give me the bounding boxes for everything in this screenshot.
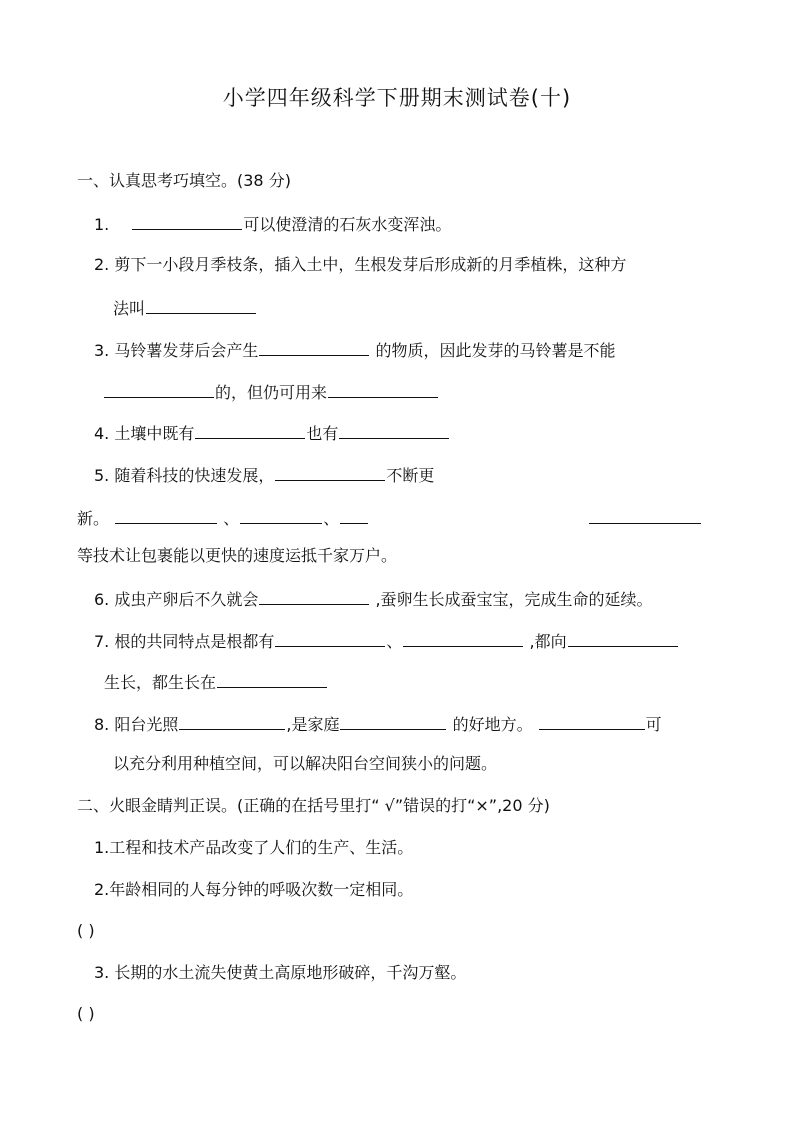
question-text: 以充分利用种植空间，可以解决阳台空间狭小的问题。 (113, 754, 498, 773)
answer-parentheses[interactable]: ( ) (77, 1004, 95, 1023)
question-text: 阳台光照 (114, 715, 179, 734)
answer-blank[interactable] (589, 506, 701, 524)
question-text: 生长，都生长在 (104, 673, 217, 692)
question-text: 马铃薯发芽后会产生 (114, 341, 259, 360)
answer-blank[interactable] (339, 421, 449, 439)
question-text: 新。 (77, 509, 110, 528)
question-7-line2 (104, 670, 328, 694)
question-8-line1 (94, 712, 662, 736)
answer-blank[interactable] (259, 338, 369, 356)
question-7-line1 (94, 629, 679, 653)
answer-blank[interactable] (146, 296, 256, 314)
judge-question-1: 1.工程和技术产品改变了人们的生产、生活。 (94, 838, 414, 857)
answer-blank[interactable] (328, 380, 438, 398)
answer-blank[interactable] (568, 629, 678, 647)
question-number: 6. (94, 590, 110, 609)
question-text: 随着科技的快速发展， (114, 466, 275, 485)
answer-blank[interactable] (132, 212, 242, 230)
question-text: ,都向 (529, 632, 567, 651)
question-8-line2 (113, 753, 497, 775)
question-text: 剪下一小段月季枝条，插入土中，生根发芽后形成新的月季植株，这种方 (114, 255, 627, 274)
question-text: 不断更 (386, 466, 435, 485)
judge-question-2: 2.年龄相同的人每分钟的呼吸次数一定相同。 (94, 880, 414, 899)
question-text: 土壤中既有 (114, 424, 195, 443)
question-5-line3 (77, 545, 397, 567)
question-2-line2 (113, 296, 257, 320)
question-number: 3. (94, 341, 110, 360)
question-3-line1 (94, 338, 615, 362)
question-1 (94, 212, 451, 236)
question-text: 可以使澄清的石灰水变浑浊。 (243, 215, 452, 234)
answer-parentheses[interactable]: ( ) (77, 921, 95, 940)
question-text: 可 (645, 715, 662, 734)
separator: 、 (323, 509, 340, 528)
answer-blank[interactable] (539, 712, 645, 730)
question-number: 2. (94, 255, 110, 274)
question-number: 5. (94, 466, 110, 485)
question-text: 成虫产卵后不久就会 (114, 590, 259, 609)
answer-blank[interactable] (115, 506, 217, 524)
answer-blank[interactable] (217, 670, 327, 688)
question-5-blank-right (588, 506, 702, 530)
separator: 、 (223, 509, 240, 528)
section1-heading: 一、认真思考巧填空。(38 分) (77, 171, 291, 190)
question-5-line2 (77, 506, 369, 530)
question-4 (94, 421, 450, 445)
answer-blank[interactable] (195, 421, 305, 439)
question-text: 的物质，因此发芽的马铃薯是不能 (375, 341, 616, 360)
answer-blank[interactable] (340, 712, 446, 730)
answer-blank[interactable] (340, 506, 368, 524)
question-number: 3. (94, 963, 110, 982)
question-5-line1 (94, 463, 434, 487)
answer-blank[interactable] (275, 463, 385, 481)
answer-blank[interactable] (259, 587, 369, 605)
question-text: 也有 (306, 424, 339, 443)
question-2-line1 (94, 254, 626, 276)
question-3-line2 (103, 380, 439, 404)
separator: 、 (386, 632, 403, 651)
question-6 (94, 587, 653, 611)
question-text: ,是家庭 (286, 715, 340, 734)
question-number: 7. (94, 632, 110, 651)
answer-blank[interactable] (179, 712, 285, 730)
judge-question-3 (94, 962, 466, 984)
page-title: 小学四年级科学下册期末测试卷(十) (222, 86, 572, 110)
question-text: 的好地方。 (452, 715, 533, 734)
answer-blank[interactable] (240, 506, 322, 524)
question-text: 等技术让包裹能以更快的速度运抵千家万户。 (77, 546, 398, 565)
answer-blank[interactable] (403, 629, 523, 647)
question-text: 的，但仍可用来 (215, 383, 328, 402)
question-number: 8. (94, 715, 110, 734)
section2-heading: 二、火眼金睛判正误。(正确的在括号里打“ √”错误的打“×”,20 分) (77, 796, 550, 815)
question-text: ,蚕卵生长成蚕宝宝，完成生命的延续。 (375, 590, 653, 609)
question-text: 长期的水土流失使黄土高原地形破碎，千沟万壑。 (114, 963, 467, 982)
question-text: 根的共同特点是根都有 (114, 632, 275, 651)
answer-blank[interactable] (275, 629, 385, 647)
answer-blank[interactable] (104, 380, 214, 398)
question-text: 法叫 (113, 299, 146, 318)
question-number: 4. (94, 424, 110, 443)
question-number: 1. (94, 215, 110, 234)
